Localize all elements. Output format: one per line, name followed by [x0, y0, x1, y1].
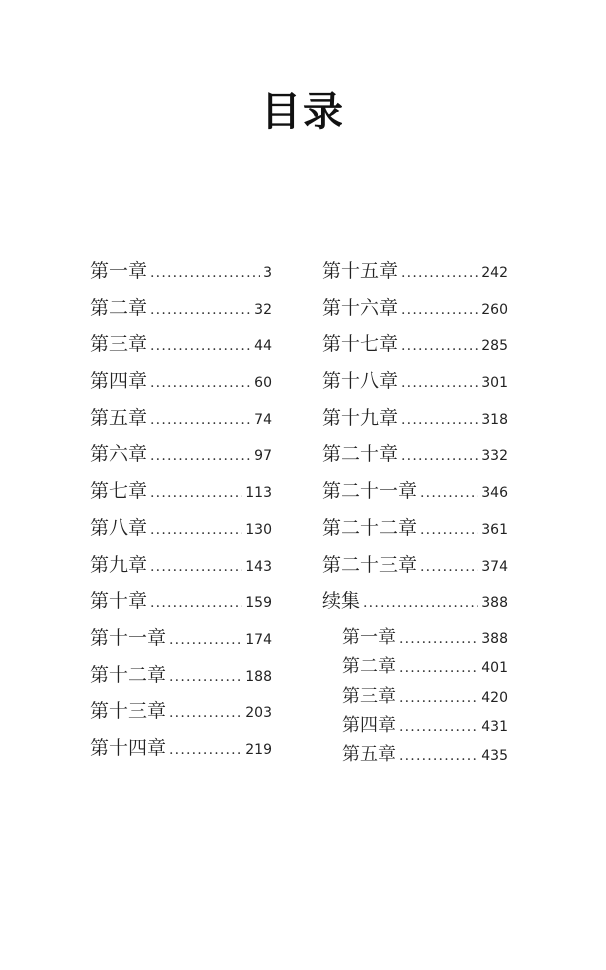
toc-entry[interactable] — [90, 405, 272, 442]
dot-leader — [150, 443, 251, 469]
chapter-label: 续集 — [322, 590, 361, 613]
chapter-label: 第二十二章 — [322, 516, 418, 539]
toc-entry[interactable] — [90, 295, 272, 332]
chapter-label: 第一章 — [90, 260, 148, 282]
toc-entry[interactable] — [90, 478, 272, 515]
page-number: 431 — [481, 719, 508, 736]
toc-entry[interactable] — [90, 258, 272, 295]
page-number: 388 — [481, 630, 508, 647]
page-number: 301 — [481, 375, 508, 392]
toc-entry[interactable] — [322, 405, 508, 442]
toc-entry[interactable] — [90, 368, 272, 405]
chapter-label: 第四章 — [90, 370, 148, 393]
dot-leader — [401, 443, 478, 469]
dot-leader — [399, 743, 478, 769]
page-number: 44 — [254, 338, 272, 355]
dot-leader — [420, 480, 478, 506]
page-number: 32 — [254, 301, 272, 318]
toc-subentry[interactable] — [342, 654, 508, 683]
toc-entry[interactable] — [322, 331, 508, 368]
page-title: 目录 — [261, 89, 345, 135]
chapter-label: 第十二章 — [90, 663, 167, 686]
page-number: 401 — [481, 660, 508, 677]
dot-leader — [169, 737, 242, 763]
toc-entry[interactable] — [322, 441, 508, 478]
page-number: 3 — [263, 265, 272, 281]
dot-leader — [169, 700, 242, 726]
chapter-label: 第九章 — [90, 553, 148, 576]
page-number: 318 — [481, 411, 508, 428]
chapter-label: 第一章 — [342, 626, 396, 648]
dot-leader — [399, 685, 478, 711]
page-number: 285 — [481, 338, 508, 355]
chapter-label: 第十九章 — [322, 406, 399, 429]
chapter-label: 第二章 — [342, 656, 396, 678]
dot-leader — [420, 554, 478, 580]
chapter-label: 第八章 — [90, 516, 148, 539]
toc-entry[interactable] — [90, 735, 272, 772]
toc-entry[interactable] — [90, 588, 272, 625]
toc-left-column — [90, 258, 272, 772]
toc-entry[interactable] — [322, 552, 508, 589]
dot-leader — [420, 517, 478, 543]
page-number: 60 — [254, 375, 272, 392]
dot-leader — [150, 480, 242, 506]
page-number: 332 — [481, 448, 508, 465]
toc-entry[interactable] — [90, 552, 272, 589]
chapter-label: 第六章 — [90, 443, 148, 466]
page-number: 346 — [481, 485, 508, 502]
chapter-label: 第五章 — [90, 406, 148, 429]
toc-entry[interactable] — [90, 441, 272, 478]
toc-subentry[interactable] — [342, 742, 508, 771]
chapter-label: 第十八章 — [322, 370, 399, 393]
page-number: 361 — [481, 521, 508, 538]
dot-leader — [150, 370, 251, 396]
toc-subentry[interactable] — [342, 684, 508, 713]
dot-leader — [150, 590, 242, 616]
toc-entry[interactable] — [90, 331, 272, 368]
toc-entry[interactable] — [322, 295, 508, 332]
chapter-label: 第二十三章 — [322, 553, 418, 576]
page-number: 74 — [254, 411, 272, 428]
dot-leader — [150, 333, 251, 359]
dot-leader — [399, 655, 478, 681]
page-number: 374 — [481, 558, 508, 575]
page-number: 435 — [481, 748, 508, 765]
page-number: 97 — [254, 448, 272, 465]
toc-right-column — [322, 258, 508, 772]
chapter-label: 第十七章 — [322, 333, 399, 356]
dot-leader — [401, 407, 478, 433]
dot-leader — [401, 297, 478, 323]
toc-entry[interactable] — [90, 515, 272, 552]
dot-leader — [401, 333, 478, 359]
chapter-label: 第四章 — [342, 715, 396, 737]
page-number: 242 — [481, 265, 508, 281]
toc-entry-sequel[interactable] — [322, 588, 508, 625]
toc-entry[interactable] — [322, 515, 508, 552]
toc-subentry[interactable] — [342, 713, 508, 742]
page-number: 260 — [481, 301, 508, 318]
dot-leader — [399, 626, 478, 652]
dot-leader — [401, 260, 478, 286]
chapter-label: 第十四章 — [90, 736, 167, 759]
toc-subentry[interactable] — [342, 625, 508, 654]
page-number: 420 — [481, 689, 508, 706]
toc-entry[interactable] — [90, 662, 272, 699]
dot-leader — [399, 714, 478, 740]
toc-entry[interactable] — [322, 258, 508, 295]
dot-leader — [169, 664, 242, 690]
toc-entry[interactable] — [322, 478, 508, 515]
chapter-label: 第三章 — [342, 685, 396, 707]
chapter-label: 第二十一章 — [322, 480, 418, 503]
dot-leader — [150, 260, 260, 286]
chapter-label: 第十五章 — [322, 260, 399, 282]
dot-leader — [150, 517, 242, 543]
dot-leader — [150, 407, 251, 433]
dot-leader — [169, 627, 242, 653]
chapter-label: 第二章 — [90, 296, 148, 319]
page-number: 130 — [245, 521, 272, 538]
page-number: 219 — [245, 741, 272, 758]
chapter-label: 第七章 — [90, 480, 148, 503]
toc-entry[interactable] — [90, 625, 272, 662]
page-number: 203 — [245, 705, 272, 722]
page-number: 174 — [245, 631, 272, 648]
page-number: 143 — [245, 558, 272, 575]
toc-entry[interactable] — [322, 368, 508, 405]
toc-entry[interactable] — [90, 698, 272, 735]
chapter-label: 第五章 — [342, 744, 396, 766]
chapter-label: 第十一章 — [90, 626, 167, 649]
dot-leader — [150, 554, 242, 580]
dot-leader — [363, 590, 478, 616]
chapter-label: 第二十章 — [322, 443, 399, 466]
chapter-label: 第十三章 — [90, 700, 167, 723]
chapter-label: 第十六章 — [322, 296, 399, 319]
dot-leader — [401, 370, 478, 396]
page-number: 188 — [245, 668, 272, 685]
page-number: 159 — [245, 595, 272, 612]
chapter-label: 第十章 — [90, 590, 148, 613]
page-number: 113 — [245, 485, 272, 502]
dot-leader — [150, 297, 251, 323]
page-number: 388 — [481, 595, 508, 612]
chapter-label: 第三章 — [90, 333, 148, 356]
